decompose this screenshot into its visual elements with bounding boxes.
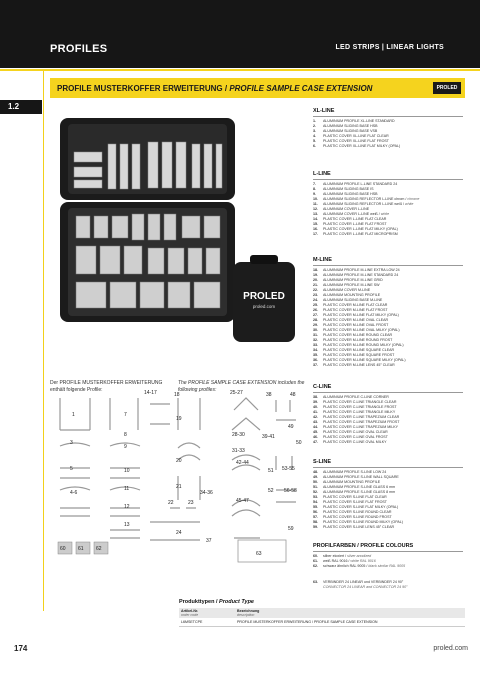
item-number: 9. [313,192,316,196]
diagram-label-38: 38 [266,392,272,398]
item-number: 50. [313,480,318,484]
item-text: ALUMINIUM PROFILE M-LINE EXTRA LOW 24 [323,268,400,272]
item-text: PLASTIC COVER M-LINE SQUARE MILKY (OPAL) [323,358,406,362]
item-text: PLASTIC COVER L-LINE FLAT MILKY (OPAL) [323,227,398,231]
item-text: PLASTIC COVER C-LINE OVAL CLEAR [323,430,388,434]
section-divider [313,116,463,117]
diagram-label-1: 1 [72,412,75,418]
diagram-label-20: 20 [176,458,182,464]
item-number: 39. [313,400,318,404]
item-number: 34. [313,348,318,352]
header-title: PROFILES [50,43,108,55]
list-item [313,144,463,149]
item-number: 13. [313,212,318,216]
item-number: 1. [313,119,316,123]
item-number: 32. [313,338,318,342]
diagram-label-60: 60 [60,546,66,552]
item-number: 30. [313,328,318,332]
item-number: 52. [313,490,318,494]
item-number: 62. [313,564,318,568]
item-text: PLASTIC COVER M-LINE OVAL FROST [323,323,389,327]
diagram-label-22: 22 [168,500,174,506]
item-translation: chrome [407,197,420,201]
profile-section [313,580,463,590]
diagram-label-9: 9 [124,444,127,450]
item-text: weiß RAL 9016 / [323,559,351,563]
item-number: 59. [313,525,318,529]
item-number: 53. [313,495,318,499]
diagram-label-62: 62 [96,546,102,552]
item-text: ALUMINIUM PROFILE S-LINE WALL SQUARE [323,475,399,479]
section-divider [313,467,463,468]
diagram-label-34-36: 34-36 [200,490,213,496]
section-number-badge: 1.2 [0,100,42,114]
item-text: PLASTIC COVER C-LINE TRIANGLE FROST [323,405,397,409]
item-number: 51. [313,485,318,489]
item-text: VERBINDER 24 LINEAR und VERBINDER 24 90° [323,580,404,584]
diagram-label-23: 23 [188,500,194,506]
item-text: ALUMINIUM SLIDING BASE VSB [323,129,378,133]
item-number: 4. [313,134,316,138]
diagram-label-11: 11 [124,486,130,492]
item-number: 19. [313,273,318,277]
item-text: PLASTIC COVER L-LINE FLAT FROST [323,222,387,226]
description-de: Der PROFILE MUSTERKOFFER ERWEITERUNG enthält folgende Profile: [50,380,163,393]
diagram-label-51: 51 [268,468,274,474]
item-text: ALUMINIUM PROFILE L-LINE STANDARD 24 [323,182,398,186]
item-text: PLASTIC COVER M-LINE SQUARE FROST [323,353,395,357]
item-text: PLASTIC COVER S-LINE ROUND MILKY (OPAL) [323,520,403,524]
section-heading: XL-LINE [313,108,335,114]
profile-section [313,171,463,237]
order-code-cell: L6MSETCPE [179,618,235,627]
item-number: 23. [313,293,318,297]
item-translation: black similar RAL 9005 [368,564,406,568]
item-translation: white RAL 9016 [350,559,376,563]
item-number: 44. [313,425,318,429]
item-number: 40. [313,405,318,409]
item-number: 36. [313,358,318,362]
list-item [313,564,463,569]
diagram-label-21: 21 [176,484,182,490]
section-heading: L-LINE [313,171,331,177]
diagram-label-3: 3 [70,440,73,446]
item-number: 35. [313,353,318,357]
item-text: PLASTIC COVER M-LINE OVAL CLEAR [323,318,389,322]
header-accent-line [0,69,480,71]
item-text: PLASTIC COVER S-LINE LENS 45° CLEAR [323,525,395,529]
proled-logo: PROLED [433,82,461,94]
list-item [313,363,463,368]
item-number: 5. [313,139,316,143]
item-number: 3. [313,129,316,133]
diagram-label-61: 61 [78,546,84,552]
product-type-table [179,608,465,627]
item-number: 6. [313,144,316,148]
diagram-label-25-27: 25-27 [230,390,243,396]
item-translation: white [405,202,414,206]
item-text: PLASTIC COVER C-LINE TRIANGLE CLEAR [323,400,397,404]
diagram-label-5: 5 [70,466,73,472]
item-number: 43. [313,420,318,424]
product-type-heading: Produkttypen / Product Type [179,599,254,605]
item-text: ALUMINIUM SLIDING BASE M-LINE [323,298,383,302]
item-number: 15. [313,222,318,226]
table-row [179,618,465,627]
item-number: 10. [313,197,318,201]
item-translation: silver anodized [347,554,372,558]
case-logo-url: proled.com [252,304,276,309]
item-number: 46. [313,435,318,439]
diagram-label-59: 59 [288,526,294,532]
item-number: 17. [313,232,318,236]
item-number: 63. [313,580,318,584]
section-heading: PROFILFARBEN / PROFILE COLOURS [313,543,414,549]
item-text: ALUMINIUM PROFILE M-LINE GRID [323,278,383,282]
item-text: ALUMINIUM SLIDING REFLECTOR L-LINE weiß / [323,202,406,206]
section-heading: S-LINE [313,459,332,465]
item-text: ALUMINIUM SLIDING BASE HSB [323,124,378,128]
profile-section [313,108,463,149]
diagram-label-50: 50 [296,440,302,446]
item-text: ALUMINIUM COVER L-LINE [323,207,370,211]
item-text: PLASTIC COVER XL-LINE FLAT MILKY (OPAL) [323,144,401,148]
footer-url: proled.com [433,645,468,652]
item-text: PLASTIC COVER M-LINE SQUARE CLEAR [323,348,395,352]
diagram-label-56-58: 56-58 [284,488,297,494]
page-header [0,0,480,68]
item-number: 56. [313,510,318,514]
item-text: PLASTIC COVER S-LINE ROUND FROST [323,515,392,519]
item-number: 54. [313,500,318,504]
item-translation: white [380,212,390,216]
item-text: PLASTIC COVER M-LINE OVAL MILKY (OPAL) [323,328,400,332]
diagram-label-19: 19 [176,416,182,422]
item-text: ALUMINIUM PROFILE S-LINE GLASS 6 mm [323,485,396,489]
list-item [313,232,463,237]
page-title: PROFILE MUSTERKOFFER ERWEITERUNG / PROFILE SAMPLE CASE EXTENSION [57,84,373,93]
item-number: 60. [313,554,318,558]
description-cell: PROFILE MUSTERKOFFER ERWEITERUNG / PROFILE SAMPLE CASE EXTENSION [235,618,465,627]
item-number: 22. [313,288,318,292]
diagram-label-42-44: 42-44 [236,460,249,466]
profile-layout-diagram [50,390,308,566]
diagram-label-12: 12 [124,504,130,510]
section-divider [313,392,463,393]
diagram-label-18: 18 [174,392,180,398]
diagram-label-52: 52 [268,488,274,494]
column-header-description: Bezeichnung description [235,608,465,618]
diagram-label-39-41: 39-41 [262,434,275,440]
diagram-label-13: 13 [124,522,130,528]
item-text: PLASTIC COVER M-LINE ROUND CLEAR [323,333,393,337]
item-text: ALUMINIUM PROFILE C-LINE CORNER [323,395,389,399]
item-number: 14. [313,217,318,221]
diagram-label-37: 37 [206,538,212,544]
item-number: 11. [313,202,318,206]
item-number: 58. [313,520,318,524]
item-number: 21. [313,283,318,287]
item-text: PLASTIC COVER S-LINE FLAT CLEAR [323,495,387,499]
item-text: ALUMINIUM COVER M-LINE [323,288,371,292]
diagram-label-63: 63 [256,551,262,557]
item-text: ALUMINIUM MOUNTING PROFILE [323,480,381,484]
item-text: PLASTIC COVER S-LINE FLAT MILKY (OPAL) [323,505,399,509]
item-number: 27. [313,313,318,317]
item-text: ALUMINIUM COVER L-LINE weiß / [323,212,381,216]
diagram-label-49: 49 [288,424,294,430]
margin-accent-line [43,71,44,611]
item-text: schwarz ähnlich RAL 9005 / [323,564,369,568]
item-number: 42. [313,415,318,419]
item-text: PLASTIC COVER C-LINE OVAL MILKY [323,440,387,444]
item-number: 49. [313,475,318,479]
profile-section [313,384,463,445]
profile-section [313,543,463,569]
item-text: PLASTIC COVER M-LINE FLAT CLEAR [323,303,388,307]
item-text: ALUMINIUM SLIDING BASE HSB [323,192,378,196]
item-number: 2. [313,124,316,128]
title-bar [50,78,465,98]
item-text: PLASTIC COVER S-LINE ROUND CLEAR [323,510,392,514]
section-divider [313,551,463,552]
item-text: PLASTIC COVER M-LINE LENS 45° CLEAR [323,363,395,367]
case-logo-brand: PROLED [243,291,285,302]
item-number: 29. [313,323,318,327]
page-number: 174 [14,644,28,653]
profile-section [313,257,463,368]
item-text: ALUMINIUM PROFILE XL-LINE STANDARD [323,119,395,123]
description-en: The PROFILE SAMPLE CASE EXTENSION includes the following profiles: [178,380,305,393]
item-number: 61. [313,559,318,563]
item-number: 28. [313,318,318,322]
item-text: PLASTIC COVER M-LINE ROUND MILKY (OPAL) [323,343,404,347]
table-header-row [179,608,465,618]
item-text: PLASTIC COVER C-LINE TRAPEZIUM MILKY [323,425,399,429]
item-text: PLASTIC COVER C-LINE TRAPEZIUM CLEAR [323,415,400,419]
item-number: 26. [313,308,318,312]
item-number: 8. [313,187,316,191]
item-text: ALUMINIUM MOUNTING PROFILE [323,293,381,297]
diagram-label-4-6: 4-6 [70,490,78,496]
item-translation: CONNECTOR 24 LINEAR and CONNECTOR 24 90° [323,585,408,589]
diagram-label-28-30: 28-30 [232,432,245,438]
item-text: ALUMINIUM SLIDING BASE IS [323,187,374,191]
item-number: 31. [313,333,318,337]
diagram-label-48: 48 [290,392,296,398]
item-number: 16. [313,227,318,231]
section-heading: C-LINE [313,384,332,390]
item-number: 18. [313,268,318,272]
item-text: ALUMINIUM SLIDING REFLECTOR L-LINE chrom / [323,197,408,201]
item-text: PLASTIC COVER XL-LINE FLAT FROST [323,139,389,143]
item-number: 38. [313,395,318,399]
header-category: LED STRIPS | LINEAR LIGHTS [335,44,444,51]
item-text: PLASTIC COVER XL-LINE FLAT CLEAR [323,134,389,138]
item-text: PLASTIC COVER M-LINE FLAT MILKY (OPAL) [323,313,399,317]
item-number: 12. [313,207,318,211]
item-text: PLASTIC COVER C-LINE TRIANGLE MILKY [323,410,396,414]
item-number: 20. [313,278,318,282]
item-text: PLASTIC COVER M-LINE FLAT FROST [323,308,388,312]
sample-case-photo [50,112,308,370]
item-text: ALUMINIUM PROFILE S-LINE LOW 24 [323,470,387,474]
item-number: 47. [313,440,318,444]
section-divider [313,179,463,180]
item-text: PLASTIC COVER M-LINE ROUND FROST [323,338,393,342]
profile-section [313,459,463,530]
item-number: 41. [313,410,318,414]
item-text: PLASTIC COVER L-LINE FLAT CLEAR [323,217,387,221]
item-number: 37. [313,363,318,367]
list-item [313,585,463,590]
item-text: silber eloxiert / [323,554,348,558]
list-item [313,525,463,530]
item-text: PLASTIC COVER S-LINE FLAT FROST [323,500,387,504]
item-text: PLASTIC COVER L-LINE FLAT MICROPRISM [323,232,398,236]
column-header-order-code: Artikel-Nr. order code [179,608,235,618]
diagram-label-31-33: 31-33 [232,448,245,454]
diagram-label-8: 8 [124,432,127,438]
diagram-label-7: 7 [124,412,127,418]
item-text: PLASTIC COVER C-LINE TRAPEZIUM FROST [323,420,400,424]
item-number: 55. [313,505,318,509]
item-text: ALUMINIUM PROFILE M-LINE SW [323,283,380,287]
item-number: 25. [313,303,318,307]
diagram-label-45-47: 45-47 [236,498,249,504]
item-text: PLASTIC COVER C-LINE OVAL FROST [323,435,388,439]
list-item [313,440,463,445]
item-number: 33. [313,343,318,347]
item-text: ALUMINIUM PROFILE M-LINE STANDARD 24 [323,273,399,277]
diagram-label-53-55: 53-55 [282,466,295,472]
section-heading: M-LINE [313,257,332,263]
item-number: 24. [313,298,318,302]
item-number: 45. [313,430,318,434]
item-number: 48. [313,470,318,474]
diagram-label-14-17: 14-17 [144,390,157,396]
diagram-label-24: 24 [176,530,182,536]
diagram-label-10: 10 [124,468,130,474]
item-text: ALUMINIUM PROFILE S-LINE GLASS 8 mm [323,490,396,494]
section-divider [313,265,463,266]
item-number: 7. [313,182,316,186]
item-number: 57. [313,515,318,519]
